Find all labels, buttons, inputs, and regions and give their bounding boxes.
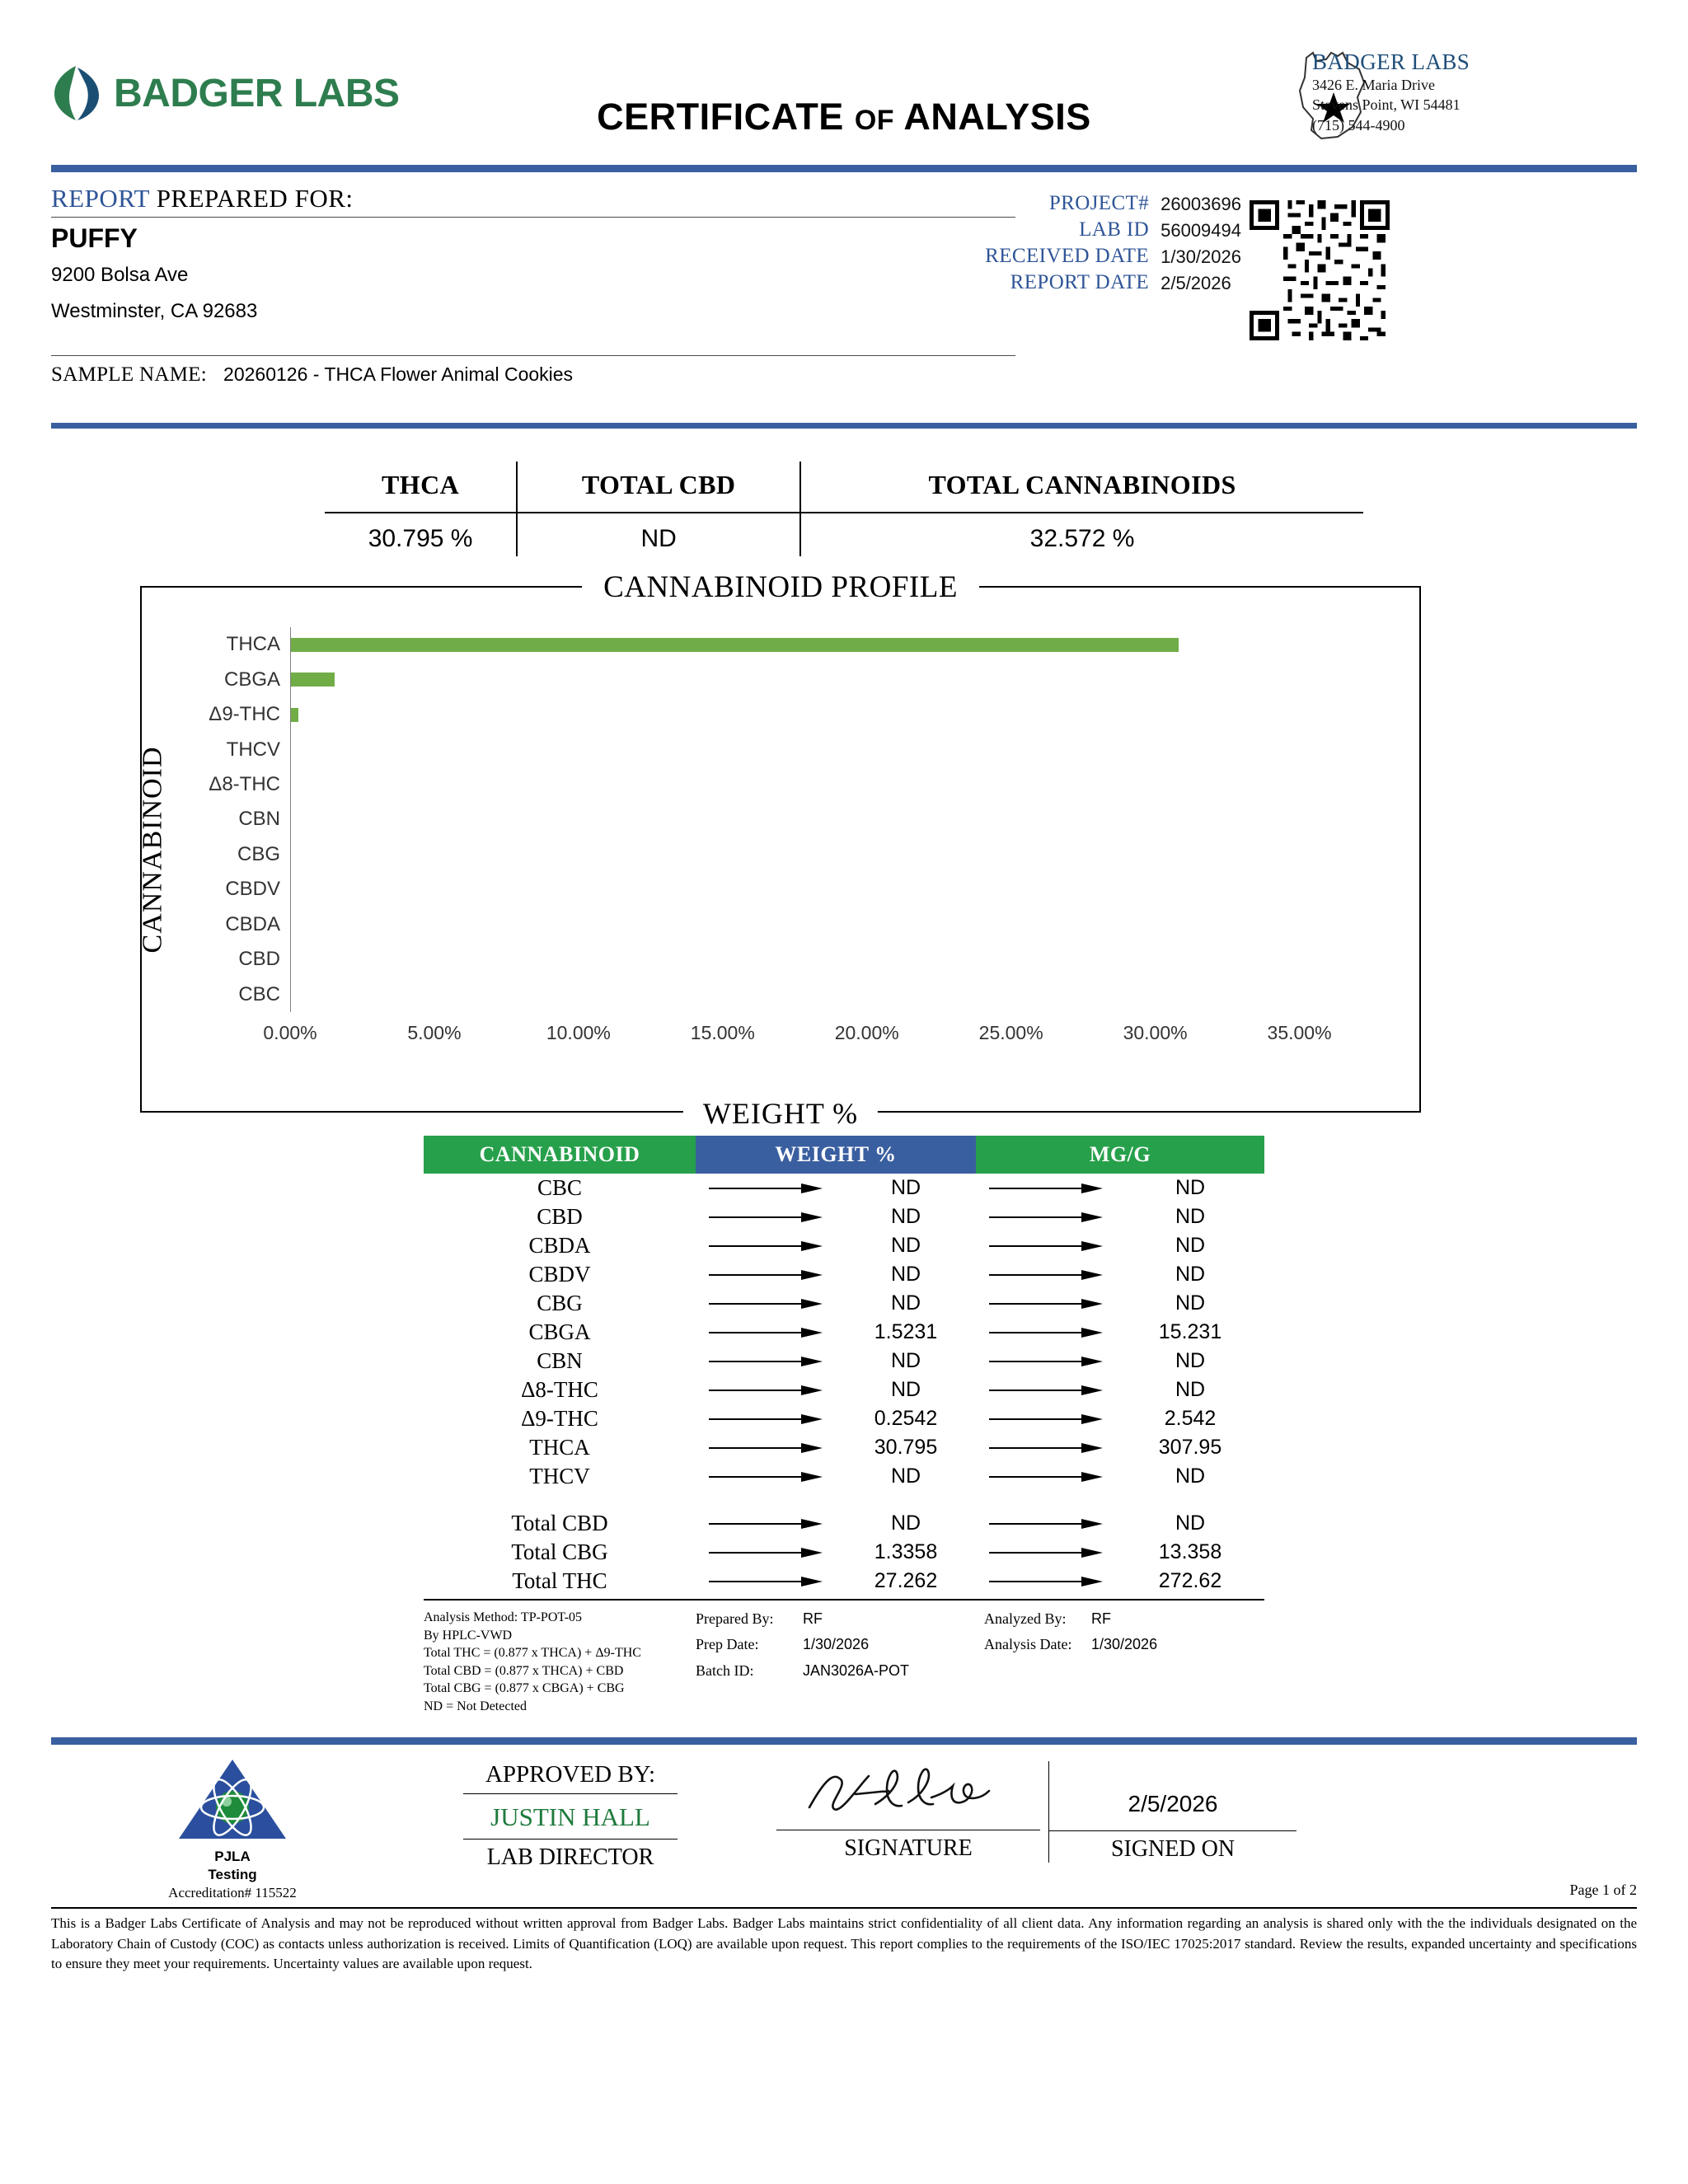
method-line-2: By HPLC-VWD [424,1628,513,1643]
method-line-5: Total CBG = (0.877 x CBGA) + CBG [424,1681,625,1696]
meta-row-project [985,190,1241,217]
chart-bar-label: CBD [238,948,280,971]
analyzed-by-value: RF [1091,1610,1111,1627]
analyte-weight-percent: ND [890,1205,921,1228]
analyte-name: CBDA [528,1233,591,1258]
analyte-name: CBDV [528,1262,591,1286]
arrow-to-weight-icon [696,1577,836,1586]
analyte-name: Δ8-THC [521,1377,598,1402]
analyte-mgg: ND [1175,1263,1206,1286]
arrow-to-weight-icon [696,1183,836,1193]
method-block [424,1605,1264,1714]
chart-plot-area [209,627,1372,1012]
chart-bar-row [209,697,1372,732]
analyte-mgg: ND [1175,1176,1206,1199]
batch-id-row [696,1661,926,1680]
analysis-info [984,1609,1256,1661]
analyte-weight-percent: 1.3358 [874,1540,938,1563]
prep-date-label: Prep Date: [696,1636,759,1653]
lab-address-line-2: Stevens Point, WI 54481 [1312,96,1461,114]
table-row [424,1462,1264,1491]
arrow-to-mgg-icon [976,1519,1116,1529]
results-header-cannabinoid: CANNABINOID [424,1136,696,1174]
table-row [424,1289,1264,1318]
signature-block [776,1761,1040,1862]
results-header-weight: WEIGHT % [696,1136,976,1174]
analysis-date-label: Analysis Date: [984,1636,1072,1653]
analyte-weight-percent: ND [890,1511,921,1535]
document-header [0,0,1688,165]
analyte-mgg: ND [1175,1205,1206,1228]
analyzed-by-label: Analyzed By: [984,1610,1067,1627]
arrow-to-mgg-icon [976,1548,1116,1558]
signed-on-date: 2/5/2026 [1128,1791,1218,1816]
lab-address-line-1: 3426 E. Maria Drive [1312,77,1435,93]
chart-bar-row [238,802,1372,837]
analyte-name: Δ9-THC [521,1406,598,1431]
table-row [424,1433,1264,1462]
title-of: OF [854,105,895,136]
chart-bar-label: CBN [238,808,280,831]
table-row [424,1260,1264,1289]
arrow-to-weight-icon [696,1299,836,1309]
table-row [424,1202,1264,1231]
meta-key-labid: LAB ID [1079,218,1150,241]
report-prepared-for [51,184,1637,213]
analyte-mgg: ND [1175,1511,1206,1535]
analyte-name: Total THC [512,1568,607,1593]
chart-bar-label: CBDV [225,878,280,901]
chart-bar-label: THCV [226,738,280,761]
results-bottom-rule [424,1599,1264,1601]
analyte-mgg: ND [1175,1465,1206,1488]
analyte-mgg: 15.231 [1158,1320,1222,1343]
section-divider [51,423,1637,429]
analyte-weight-percent: ND [890,1349,921,1372]
meta-value-project: 26003696 [1160,194,1241,214]
chart-bar-row [226,732,1372,766]
pjla-accreditation-number: Accreditation# 115522 [168,1885,297,1900]
batch-id-value: JAN3026A-POT [803,1661,910,1679]
analyte-mgg: 2.542 [1164,1407,1217,1430]
meta-row-labid [985,217,1241,243]
analysis-date-value: 1/30/2026 [1091,1636,1158,1653]
chart-bar-label: Δ8-THC [209,772,280,795]
brand-name: BADGER LABS [114,71,400,115]
lab-director-name: JUSTIN HALL [490,1802,650,1831]
summary-header-thca: THCA [325,462,517,513]
chart-bar-label: THCA [226,633,280,656]
analyte-mgg: ND [1175,1234,1206,1257]
chart-x-tick: 10.00% [546,1022,611,1043]
meta-key-reportdate: REPORT DATE [1010,271,1150,293]
header-divider [51,165,1637,172]
summary-value-total-cbd: ND [517,513,800,556]
signed-on-block [1048,1761,1296,1863]
meta-key-project: PROJECT# [1048,192,1150,214]
analyte-mgg: 272.62 [1158,1569,1222,1592]
analyte-mgg: ND [1175,1378,1206,1401]
chart-x-tick: 5.00% [407,1022,462,1043]
table-row [424,1404,1264,1433]
chart-bar-label: CBC [238,982,280,1005]
arrow-to-mgg-icon [976,1183,1116,1193]
arrow-to-weight-icon [696,1548,836,1558]
signature-image [776,1761,1040,1825]
meta-key-received: RECEIVED DATE [985,245,1150,267]
pjla-logo-icon [171,1756,294,1843]
prepared-by-label: Prepared By: [696,1610,774,1627]
analysis-date-row [984,1634,1256,1654]
sample-name-label: SAMPLE NAME: [51,363,208,386]
prepared-by-value: RF [803,1610,823,1627]
table-row-total [424,1509,1264,1538]
arrow-to-mgg-icon [976,1328,1116,1338]
arrow-to-weight-icon [696,1270,836,1280]
pjla-name: PJLA [214,1849,251,1864]
results-totals [424,1509,1264,1596]
arrow-to-mgg-icon [976,1241,1116,1251]
analyte-name: Total CBG [511,1540,608,1564]
meta-value-reportdate: 2/5/2026 [1160,273,1231,293]
footer-divider [51,1737,1637,1745]
analyte-name: THCA [529,1435,590,1460]
report-meta-table [985,190,1241,296]
summary-value-total-cannabinoids: 32.572 % [800,513,1363,556]
report-word: REPORT [51,184,150,213]
results-spacer [424,1491,1264,1509]
analyte-name: CBN [537,1348,583,1373]
analyte-mgg: ND [1175,1291,1206,1315]
chart-bar-row [238,977,1372,1011]
arrow-to-mgg-icon [976,1414,1116,1424]
chart-title: CANNABINOID PROFILE [582,569,979,605]
approval-section [51,1760,1637,1904]
approved-by-label: APPROVED BY: [463,1761,678,1794]
approved-by-block [463,1761,678,1871]
client-address-line-2: Westminster, CA 92683 [51,300,258,322]
method-line-3: Total THC = (0.877 x THCA) + Δ9-THC [424,1646,641,1661]
results-table [424,1136,1264,1601]
arrow-to-weight-icon [696,1241,836,1251]
arrow-to-mgg-icon [976,1299,1116,1309]
analyte-mgg: 307.95 [1158,1436,1222,1459]
meta-value-received: 1/30/2026 [1160,246,1241,267]
qr-code[interactable] [1250,200,1390,340]
arrow-to-weight-icon [696,1357,836,1366]
table-row [424,1318,1264,1347]
results-header-mgg: MG/G [976,1136,1264,1174]
title-end: ANALYSIS [903,96,1091,138]
analyte-weight-percent: ND [890,1234,921,1257]
analyzed-by-row [984,1609,1256,1629]
sample-name-row [51,363,573,387]
chart-bar-label: Δ9-THC [209,703,280,726]
analyte-weight-percent: ND [890,1465,921,1488]
chart-bar-row [226,627,1372,662]
chart-x-tick: 15.00% [690,1022,755,1043]
summary-value-row [325,513,1363,556]
results-header-row [424,1136,1264,1174]
arrow-to-mgg-icon [976,1357,1116,1366]
method-line-6: ND = Not Detected [424,1699,527,1713]
chart-y-axis-label: CANNABINOID [137,746,168,953]
report-divider-bottom [51,355,1015,356]
method-notes [424,1609,696,1716]
meta-row-reportdate [985,269,1241,296]
chart-x-tick: 30.00% [1123,1022,1188,1043]
lab-director-role: LAB DIRECTOR [463,1839,678,1871]
prep-date-value: 1/30/2026 [803,1636,870,1653]
sample-name-value: 20260126 - THCA Flower Animal Cookies [223,363,574,385]
analyte-weight-percent: 1.5231 [874,1320,938,1343]
results-body [424,1174,1264,1491]
summary-value-thca: 30.795 % [368,525,473,552]
prepared-for-label: PREPARED FOR: [156,184,354,213]
analyte-weight-percent: ND [890,1378,921,1401]
chart-x-tick: 0.00% [263,1022,317,1043]
prep-info [696,1609,926,1686]
arrow-to-mgg-icon [976,1443,1116,1453]
signature-label: SIGNATURE [776,1830,1040,1862]
disclaimer-text: This is a Badger Labs Certificate of Analysis and may not be reproduced without written approval from Badger Labs. Badger Labs maintains strict confidentiality of all client data. Any information regarding an analysis is shared only with the the individuals designated on the Laboratory Chain of Custody (COC) as contacts unless authorization is received. Limits of Quantification (LOQ) are available upon request. This report complies to the requirements of the ISO/IEC 17025:2017 standard. Review the results, expanded uncertainty and specifications to ensure they meet your requirements. Uncertainty values are available upon request. [51,1907,1637,1975]
chart-x-tick: 35.00% [1267,1022,1332,1043]
chart-x-tick: 20.00% [834,1022,899,1043]
lab-name: BADGER LABS [1312,49,1470,74]
lab-address-block [1312,49,1642,135]
signed-on-label: SIGNED ON [1049,1830,1296,1863]
chart-bar [291,708,298,722]
chart-bar-row [225,872,1372,907]
table-row-total [424,1538,1264,1567]
table-row [424,1231,1264,1260]
chart-bar-label: CBDA [225,912,280,935]
analyte-name: CBD [537,1204,583,1229]
chart-bar-row [209,767,1372,802]
arrow-to-weight-icon [696,1443,836,1453]
chart-x-ticks [263,1022,1372,1047]
meta-row-received [985,243,1241,269]
method-line-4: Total CBD = (0.877 x THCA) + CBD [424,1663,624,1678]
summary-header-row [325,462,1363,513]
arrow-to-mgg-icon [976,1385,1116,1395]
arrow-to-weight-icon [696,1414,836,1424]
analyte-mgg: 13.358 [1158,1540,1222,1563]
table-row [424,1174,1264,1202]
arrow-to-weight-icon [696,1328,836,1338]
chart-bar [291,673,335,687]
summary-header-total-cannabinoids: TOTAL CANNABINOIDS [800,462,1363,513]
analyte-weight-percent: 27.262 [874,1569,938,1592]
chart-bar-row [237,837,1372,872]
prepared-by-row [696,1609,926,1629]
arrow-to-mgg-icon [976,1472,1116,1482]
client-name: PUFFY [51,223,138,253]
chart-x-tick: 25.00% [978,1022,1043,1043]
chart-bar-row [225,907,1372,942]
arrow-to-mgg-icon [976,1577,1116,1586]
chart-bar-row [238,942,1372,977]
pjla-accreditation [150,1756,315,1901]
analyte-weight-percent: 30.795 [874,1436,938,1459]
arrow-to-weight-icon [696,1519,836,1529]
table-row [424,1376,1264,1404]
chart-bar-label: CBG [237,842,280,865]
cannabinoid-profile-chart [137,570,1421,1130]
chart-bar [291,638,1179,652]
lab-phone: (715) 544-4900 [1312,116,1405,134]
arrow-to-weight-icon [696,1212,836,1222]
summary-header-total-cbd: TOTAL CBD [517,462,800,513]
analyte-mgg: ND [1175,1349,1206,1372]
arrow-to-weight-icon [696,1385,836,1395]
analyte-name: Total CBD [511,1511,608,1535]
arrow-to-weight-icon [696,1472,836,1482]
analyte-name: CBC [537,1175,583,1200]
analyte-name: CBGA [528,1319,591,1344]
analyte-weight-percent: 0.2542 [874,1407,938,1430]
report-divider-top [51,217,1015,218]
report-info-section [51,172,1637,423]
title-main: CERTIFICATE [597,96,844,138]
analyte-weight-percent: ND [890,1176,921,1199]
pjla-sub: Testing [208,1867,257,1882]
method-line-1: Analysis Method: TP-POT-05 [424,1610,583,1624]
page-number: Page 1 of 2 [1569,1882,1637,1898]
prep-date-row [696,1634,926,1654]
client-address-line-1: 9200 Bolsa Ave [51,264,189,286]
batch-id-label: Batch ID: [696,1661,754,1679]
chart-x-axis-label: WEIGHT % [683,1096,878,1131]
analyte-name: CBG [537,1291,583,1315]
table-row [424,1347,1264,1376]
meta-value-labid: 56009494 [1160,220,1241,241]
arrow-to-mgg-icon [976,1212,1116,1222]
arrow-to-mgg-icon [976,1270,1116,1280]
table-row-total [424,1567,1264,1596]
analyte-name: THCV [529,1464,590,1488]
chart-bar-label: CBGA [223,668,280,691]
analyte-weight-percent: ND [890,1263,921,1286]
summary-table [325,462,1363,556]
chart-bar-row [223,662,1372,696]
analyte-weight-percent: ND [890,1291,921,1315]
